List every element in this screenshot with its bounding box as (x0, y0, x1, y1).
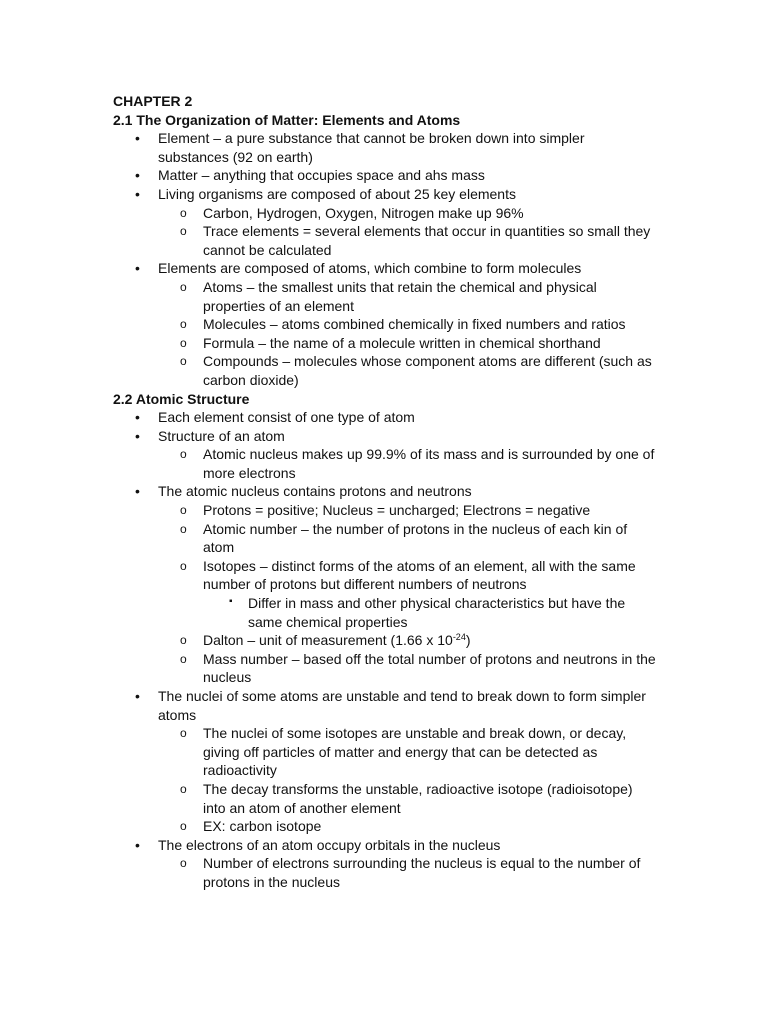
list-item: ▪ Differ in mass and other physical characteristics but have the same chemical properties (229, 595, 626, 630)
list-item: • Elements are composed of atoms, which combine to form molecules (135, 260, 582, 277)
circle-bullet-icon: o (180, 503, 187, 518)
section-heading-2-1: 2.1 The Organization of Matter: Elements and Atoms (113, 111, 461, 128)
list-item: • The electrons of an atom occupy orbitals in the nucleus (135, 836, 501, 853)
circle-bullet-icon: o (180, 726, 187, 741)
list-item: o Formula – the name of a molecule written in chemical shorthand (180, 334, 601, 351)
list-item: • The nuclei of some atoms are unstable and tend to break down to form simpler atoms (135, 688, 646, 723)
square-bullet-icon: ▪ (229, 596, 233, 608)
list-item: o Carbon, Hydrogen, Oxygen, Nitrogen make up 96% (180, 204, 524, 221)
bullet-icon: • (135, 427, 140, 444)
circle-bullet-icon: o (180, 819, 187, 834)
bullet-icon: • (135, 167, 140, 184)
list-item: o Atoms – the smallest units that retain the chemical and physical properties of an element (180, 278, 597, 314)
circle-bullet-icon: o (180, 335, 187, 350)
section-heading-2-2: 2.2 Atomic Structure (113, 390, 250, 407)
section-2-2-list (113, 408, 658, 891)
list-item: o Atomic number – the number of protons in the nucleus of each kin of atom (180, 520, 628, 556)
list-item: o Atomic nucleus makes up 99.9% of its mass and is surrounded by one of more electrons (180, 446, 655, 481)
circle-bullet-icon: o (180, 856, 187, 871)
list-item: o Isotopes – distinct forms of the atoms of an element, all with the same number of protons but different numbers of neutrons (180, 557, 636, 593)
circle-bullet-icon: o (180, 354, 187, 369)
list-item: o Trace elements = several elements that occur in quantities so small they cannot be calculated (180, 223, 651, 258)
section-2-1-list (113, 129, 658, 389)
circle-bullet-icon: o (180, 317, 187, 332)
bullet-icon: • (135, 483, 140, 500)
chapter-heading: CHAPTER 2 (113, 93, 193, 109)
list-item: o The decay transforms the unstable, radioactive isotope (radioisotope) into an atom of another element (180, 780, 633, 816)
circle-bullet-icon: o (180, 224, 187, 239)
list-item: • Each element consist of one type of atom (135, 409, 415, 426)
circle-bullet-icon: o (180, 558, 187, 573)
bullet-icon: • (135, 409, 140, 426)
circle-bullet-icon: o (180, 205, 187, 220)
list-item: o Number of electrons surrounding the nucleus is equal to the number of protons in the nucleus (180, 855, 641, 890)
bullet-icon: • (135, 688, 140, 704)
list-item: o Compounds – molecules whose component atoms are different (such as carbon dioxide) (180, 353, 652, 388)
list-item: o Molecules – atoms combined chemically in fixed numbers and ratios (180, 316, 626, 333)
bullet-icon: • (135, 836, 140, 853)
circle-bullet-icon: o (180, 447, 187, 462)
list-item: • The atomic nucleus contains protons and neutrons (135, 483, 472, 500)
circle-bullet-icon: o (180, 279, 187, 294)
document-body (113, 92, 658, 892)
circle-bullet-icon: o (180, 521, 187, 536)
list-item: o Dalton – unit of measurement (1.66 x $10^{-24}$) (180, 632, 471, 649)
circle-bullet-icon: o (180, 651, 187, 666)
list-item: • Structure of an atom (135, 427, 285, 444)
list-item: • Living organisms are composed of about 25 key elements (135, 185, 516, 202)
list-item: • Matter – anything that occupies space and ahs mass (135, 167, 485, 184)
bullet-icon: • (135, 260, 140, 277)
list-item: • Element – a pure substance that cannot be broken down into simpler substances (92 on earth) (135, 130, 585, 165)
circle-bullet-icon: o (180, 633, 187, 648)
list-item: o The nuclei of some isotopes are unstable and break down, or decay, giving off particles of matter and energy that can be detected as radioactivity (180, 725, 627, 779)
list-item: o Mass number – based off the total number of protons and neutrons in the nucleus (180, 650, 656, 686)
bullet-icon: • (135, 185, 140, 202)
circle-bullet-icon: o (180, 781, 187, 796)
bullet-icon: • (135, 130, 140, 147)
list-item: o EX: carbon isotope (180, 818, 322, 835)
list-item: o Protons = positive; Nucleus = uncharged; Electrons = negative (180, 502, 591, 519)
exponent: -24 (452, 632, 466, 643)
